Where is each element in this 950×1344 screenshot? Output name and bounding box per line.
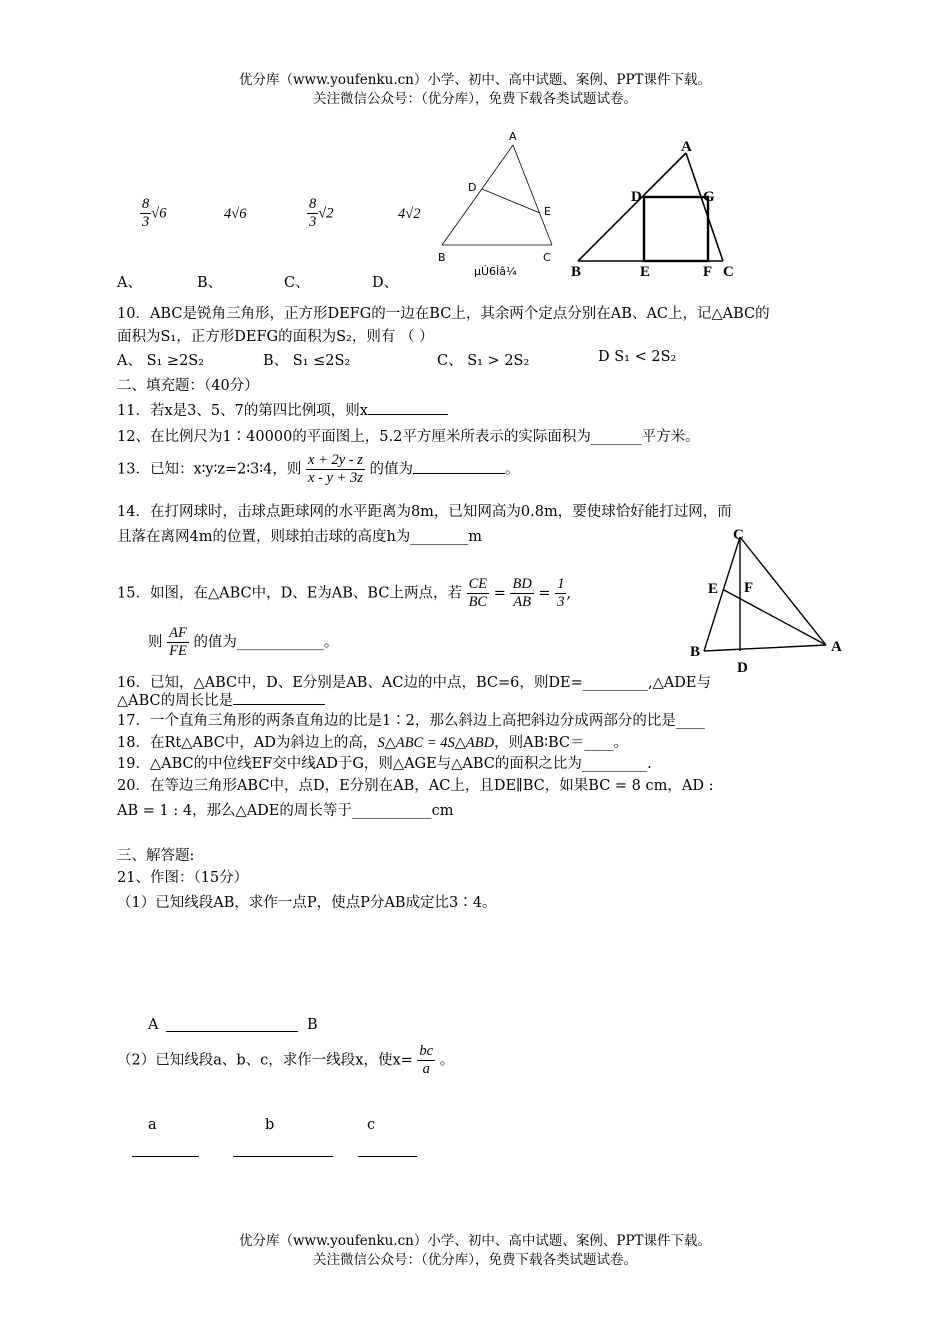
q21-part-2 (117, 1043, 454, 1078)
q9-option-c-value (307, 196, 333, 231)
q18-prefix: 18．在Rt△ABC中，AD为斜边上的高， (117, 735, 378, 751)
q15-f1-num: CE (468, 576, 488, 592)
q21-part2-num: bc (419, 1043, 434, 1059)
q15-line2-prefix: 则 (148, 634, 163, 651)
q21-part2-prefix: （2）已知线段a、b、c，求作一线段x，使x= (117, 1052, 413, 1069)
q9-letter-a: A、 (117, 275, 142, 291)
q18-suffix: ，则AB∶BC＝____。 (494, 735, 629, 751)
q21-part2-suffix: 。 (439, 1052, 455, 1069)
q9-letter-b: B、 (197, 275, 223, 291)
segment-c (358, 1156, 417, 1157)
q15-f4-num: AF (169, 625, 187, 641)
label-f: F (703, 264, 713, 280)
label-a: A (831, 639, 842, 655)
segment-ab-label-b: B (307, 1017, 318, 1033)
q15-prefix: 15．如图，在△ABC中，D、E为AB、BC上两点，若 (117, 585, 462, 602)
q21-title: 21、作图：（15分） (117, 870, 249, 886)
q15-f2-num: BD (512, 576, 532, 592)
q20-line-1: 20．在等边三角形ABC中，点D，E分别在AB，AC上，且DE∥BC，如果BC = 8 cm，AD : (117, 778, 714, 794)
label-b: B (690, 644, 701, 660)
q9-option-b-value: 4√6 (224, 206, 247, 222)
q10-line-2: 面积为S₁，正方形DEFG的面积为S₂，则有 （ ） (117, 329, 434, 345)
q21-part-1: （1）已知线段AB，求作一点P，使点P分AB成定比3∶4。 (117, 895, 497, 911)
section-3-title: 三、解答题: (117, 848, 195, 864)
q10-option-b: B、 S₁ ≤2S₂ (263, 353, 351, 369)
q18-formula: S△ABC = 4S△ABD (377, 735, 495, 751)
q9-option-a-value (140, 196, 166, 231)
segment-ab-label-a: A (148, 1017, 159, 1033)
segment-b (233, 1156, 333, 1157)
q15-f3-num: 1 (557, 576, 565, 592)
coef-den: 3 (142, 214, 150, 230)
q10-option-d: D S₁ < 2S₂ (598, 349, 677, 365)
q16-line-2 (117, 689, 325, 710)
q15-line-2 (148, 625, 338, 660)
q13-num: x + 2y - z (308, 452, 363, 468)
segment-a (132, 1156, 199, 1157)
triangle-square-figure (568, 135, 743, 285)
q15-line2-suffix: 的值为____________。 (193, 634, 339, 651)
label-g: G (703, 189, 715, 205)
label-d: D (468, 181, 477, 194)
triangle-figure-1 (430, 125, 565, 285)
q15-f4-den: FE (169, 643, 187, 659)
label-e: E (544, 205, 551, 218)
q14-line-2: 且落在离网4m的位置，则球拍击球的高度h为________m (117, 529, 483, 545)
label-b: B (571, 264, 582, 280)
label-f: F (744, 580, 754, 596)
coef-den: 3 (309, 214, 317, 230)
header-line-2: 关注微信公众号：（优分库），免费下载各类试题试卷。 (313, 91, 637, 107)
radical: √2 (318, 205, 334, 222)
q9-letter-d: D、 (372, 275, 399, 291)
q13 (117, 452, 520, 487)
label-e: E (640, 264, 651, 280)
label-a: A (509, 130, 517, 143)
q13-suffix: 的值为 (369, 461, 413, 478)
q15-triangle-figure (688, 525, 853, 680)
label-a: A (681, 139, 692, 155)
q9-letter-c: C、 (284, 275, 310, 291)
q10-option-c: C、 S₁ > 2S₂ (437, 353, 530, 369)
q12: 12、在比例尺为1∶40000的平面图上，5.2平方厘米所表示的实际面积为_______平方米。 (117, 429, 700, 445)
q20-line-2: AB = 1 : 4，那么△ADE的周长等于___________cm (117, 803, 454, 819)
segment-b-label: b (265, 1117, 275, 1133)
q10-line-1: 10．ABC是锐角三角形，正方形DEFG的一边在BC上，其余两个定点分别在AB、AC上，记△ABC的 (117, 306, 770, 322)
header-line-1: 优分库（www.youfenku.cn）小学、初中、高中试题、案例、PPT课件下载。 (238, 72, 712, 88)
label-c: C (733, 527, 744, 543)
figure-caption: µÚ6Ìâ¼ (474, 265, 517, 278)
q13-answer-blank[interactable] (413, 459, 505, 474)
q17: 17．一个直角三角形的两条直角边的比是1∶2，那么斜边上高把斜边分成两部分的比是____ (117, 713, 705, 729)
footer-line-1: 优分库（www.youfenku.cn）小学、初中、高中试题、案例、PPT课件下载。 (238, 1233, 712, 1249)
q21-part2-den: a (422, 1061, 430, 1077)
radical: √6 (151, 205, 167, 222)
coef-num: 8 (142, 196, 150, 212)
q15-f2-den: AB (513, 594, 531, 610)
footer-line-2: 关注微信公众号：（优分库），免费下载各类试题试卷。 (313, 1252, 637, 1268)
segment-c-label: c (367, 1117, 376, 1133)
q13-end: 。 (505, 461, 520, 478)
label-d: D (631, 189, 642, 205)
segment-ab (166, 1031, 298, 1032)
q15-line-1: 15．如图，在△ABC中，D、E为AB、BC上两点，若 $\frac{CE}{BC}$ = $\frac{BD}{AB}$ = $\frac{1}{3}$ , (117, 576, 572, 610)
segment-a-label: a (148, 1117, 157, 1133)
label-e: E (708, 581, 719, 597)
q18 (117, 731, 628, 752)
q11-text: 11．若x是3、5、7的第四比例项，则x (117, 403, 368, 419)
q16-line-1: 16．已知，△ABC中，D、E分别是AB、AC边的中点，BC=6，则DE=_________,△ADE与 (117, 675, 711, 691)
label-c: C (723, 264, 734, 280)
coef-num: 8 (309, 196, 317, 212)
q9-option-d-value: 4√2 (398, 206, 421, 222)
q15-f3-den: 3 (557, 594, 565, 610)
section-2-title: 二、填充题：（40分） (117, 378, 259, 394)
label-d: D (737, 660, 748, 676)
q14-line-1: 14．在打网球时，击球点距球网的水平距离为8m，已知网高为0.8m，要使球恰好能打过网，而 (117, 504, 732, 520)
q16-answer-blank[interactable] (233, 690, 325, 705)
q15-f1-den: BC (468, 594, 488, 610)
q10-option-a: A、 S₁ ≥2S₂ (117, 353, 205, 369)
q13-den: x - y + 3z (308, 470, 363, 486)
q13-prefix: 13．已知：x∶y∶z=2∶3∶4，则 (117, 461, 302, 478)
q11 (117, 399, 448, 420)
q11-answer-blank[interactable] (368, 400, 448, 415)
q19: 19．△ABC的中位线EF交中线AD于G，则△AGE与△ABC的面积之比为_________. (117, 756, 652, 772)
q16-line2-text: △ABC的周长比是 (117, 693, 234, 709)
label-b: B (438, 251, 446, 264)
label-c: C (543, 251, 551, 264)
